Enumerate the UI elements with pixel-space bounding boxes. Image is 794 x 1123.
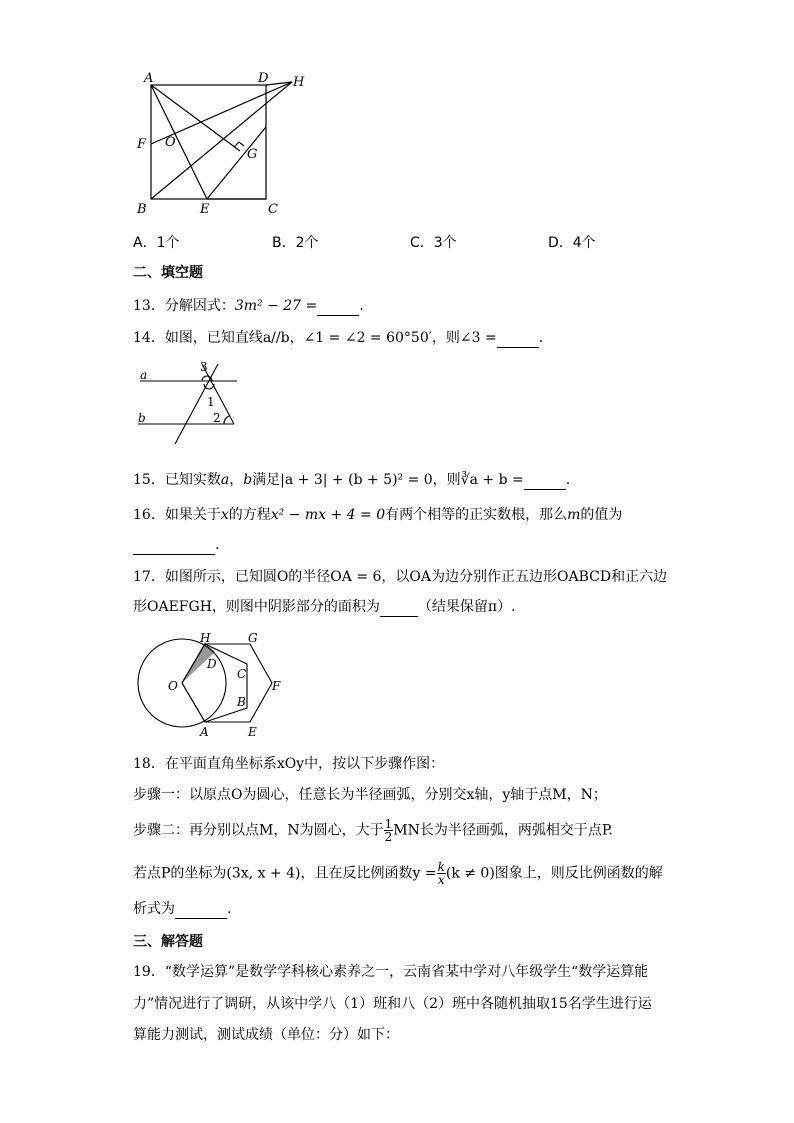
label-c: C bbox=[268, 202, 278, 217]
q15-blank bbox=[524, 475, 566, 490]
label-e: E bbox=[200, 202, 210, 217]
q18-blank bbox=[175, 904, 227, 919]
label-b: B bbox=[137, 202, 147, 217]
line-a-label: a bbox=[140, 368, 148, 382]
q18-line5-a: 析式为 bbox=[133, 901, 175, 917]
label-f: F bbox=[137, 137, 147, 152]
q16-text1: 16．如果关于 bbox=[133, 507, 221, 523]
section-heading-solutions: 三、解答题 bbox=[133, 934, 203, 950]
q14-mid: a//b，∠1 = ∠2 = 60°50′，则∠3 = bbox=[262, 330, 497, 346]
q14-figure bbox=[130, 358, 250, 448]
label-b: B bbox=[237, 695, 246, 709]
label-a: A bbox=[144, 71, 154, 86]
angle-1-label: 1 bbox=[207, 395, 215, 409]
q17-blank bbox=[380, 602, 418, 617]
label-h: H bbox=[200, 631, 211, 645]
q14-end: . bbox=[538, 330, 544, 346]
label-d: D bbox=[258, 71, 269, 86]
label-h: H bbox=[293, 75, 305, 90]
q18-line4-a: 若点P的坐标为(3x, x + 4)，且在反比例函数y = bbox=[133, 865, 437, 882]
line-b-label: b bbox=[138, 411, 146, 425]
q16-text3: 有两个相等的正实数根，那么 bbox=[385, 507, 568, 523]
option-d: D．4个 bbox=[548, 235, 596, 251]
q16-var-x: x bbox=[220, 507, 229, 523]
option-c: C．3个 bbox=[410, 235, 457, 251]
q16-text4: 的值为 bbox=[580, 507, 623, 523]
q15-expr: |a + 3| + (b + 5)² = 0，则 bbox=[280, 472, 461, 488]
q16-end: . bbox=[215, 537, 220, 553]
q16-equation: x² − mx + 4 = 0 bbox=[270, 507, 386, 523]
label-a: A bbox=[200, 725, 209, 739]
q18-frac-numerator: 1 bbox=[384, 817, 393, 831]
question-16 bbox=[133, 505, 622, 525]
q17-text-b: （结果保留π）. bbox=[417, 599, 516, 615]
angle-3-label: 3 bbox=[200, 360, 208, 374]
question-19-line3: 算能力测试，测试成绩（单位：分）如下： bbox=[133, 1027, 399, 1043]
q16-text2: 的方程 bbox=[228, 507, 271, 523]
label-e: E bbox=[248, 725, 257, 739]
q18-step2-b: MN长为半径画弧，两弧相交于点P. bbox=[393, 822, 613, 839]
q18-line5-b: . bbox=[227, 901, 232, 917]
section-heading-fill-blank: 二、填空题 bbox=[133, 265, 203, 281]
angle-2-label: 2 bbox=[213, 411, 221, 425]
q18-line4-b: (k ≠ 0)图象上，则反比例函数的解 bbox=[445, 865, 663, 882]
q12-figure bbox=[130, 68, 310, 218]
question-17-line2 bbox=[133, 597, 516, 617]
question-19-line2: 力”情况进行了调研，从该中学八（1）班和八（2）班中各随机抽取15名学生进行运 bbox=[133, 996, 652, 1012]
pentagon-oabcd bbox=[182, 644, 247, 722]
label-c: C bbox=[237, 667, 247, 681]
q15-mid: 满足 bbox=[252, 472, 281, 488]
q15-end: . bbox=[565, 472, 571, 488]
segment-ae bbox=[151, 85, 207, 199]
label-o: O bbox=[168, 679, 178, 693]
q18-step2-a: 步骤二：再分别以点M，N为圆心，大于 bbox=[133, 822, 384, 839]
label-d: D bbox=[207, 657, 217, 671]
q15-prefix: 15．已知实数 bbox=[133, 472, 221, 488]
question-18-step2 bbox=[133, 818, 613, 843]
q18-kfrac-numerator: k bbox=[437, 860, 445, 874]
question-18-step1: 步骤一：以原点O为圆心，任意长为半径画弧，分别交x轴，y轴于点M，N； bbox=[133, 787, 607, 803]
hexagon-oaefgh bbox=[182, 644, 272, 722]
q17-figure bbox=[130, 628, 290, 740]
q18-fraction-half bbox=[384, 818, 394, 843]
label-g: G bbox=[247, 147, 258, 162]
q15-var-a: a bbox=[220, 472, 230, 488]
q14-blank bbox=[497, 333, 539, 348]
q15-comma: ， bbox=[229, 472, 244, 488]
q18-fraction-k-over-x bbox=[437, 861, 446, 886]
q18-kfrac-denominator: x bbox=[437, 873, 445, 887]
q16-blank bbox=[133, 540, 215, 555]
q13-expr: 3m² − 27 = bbox=[234, 298, 318, 314]
question-19-line1: 19．“数学运算”是数学学科核心素养之一，云南省某中学对八年级学生“数学运算能 bbox=[133, 964, 649, 980]
question-14 bbox=[133, 328, 543, 348]
question-13 bbox=[133, 296, 364, 316]
q13-blank bbox=[317, 301, 359, 316]
q17-text-a: 形OAEFGH，则图中阴影部分的面积为 bbox=[133, 599, 380, 615]
label-g: G bbox=[248, 631, 258, 645]
right-angle-mark bbox=[234, 142, 244, 147]
label-o: O bbox=[165, 135, 176, 150]
question-18-line4 bbox=[133, 861, 663, 886]
q14-prefix: 14．如图，已知直线 bbox=[133, 330, 263, 346]
question-18-line1: 18．在平面直角坐标系xOy中，按以下步骤作图： bbox=[133, 756, 445, 772]
option-a: A．1个 bbox=[133, 235, 180, 251]
q15-root: ∛a + b = bbox=[460, 472, 524, 488]
q13-prefix: 13．分解因式： bbox=[133, 298, 235, 314]
q18-frac-denominator: 2 bbox=[384, 830, 393, 844]
q16-var-m: m bbox=[567, 507, 581, 523]
q15-var-b: b bbox=[243, 472, 253, 488]
question-18-line5 bbox=[133, 899, 231, 919]
q13-end: . bbox=[359, 298, 364, 314]
angle-2-arc bbox=[224, 416, 229, 424]
question-17-line1: 17．如图所示，已知圆O的半径OA = 6，以OA为边分别作正五边形OABCD和正六边 bbox=[133, 569, 668, 585]
option-b: B．2个 bbox=[272, 235, 319, 251]
label-f: F bbox=[272, 679, 281, 693]
question-16-answer-line bbox=[133, 535, 219, 555]
question-15 bbox=[133, 470, 570, 490]
segment-eg bbox=[207, 127, 266, 199]
